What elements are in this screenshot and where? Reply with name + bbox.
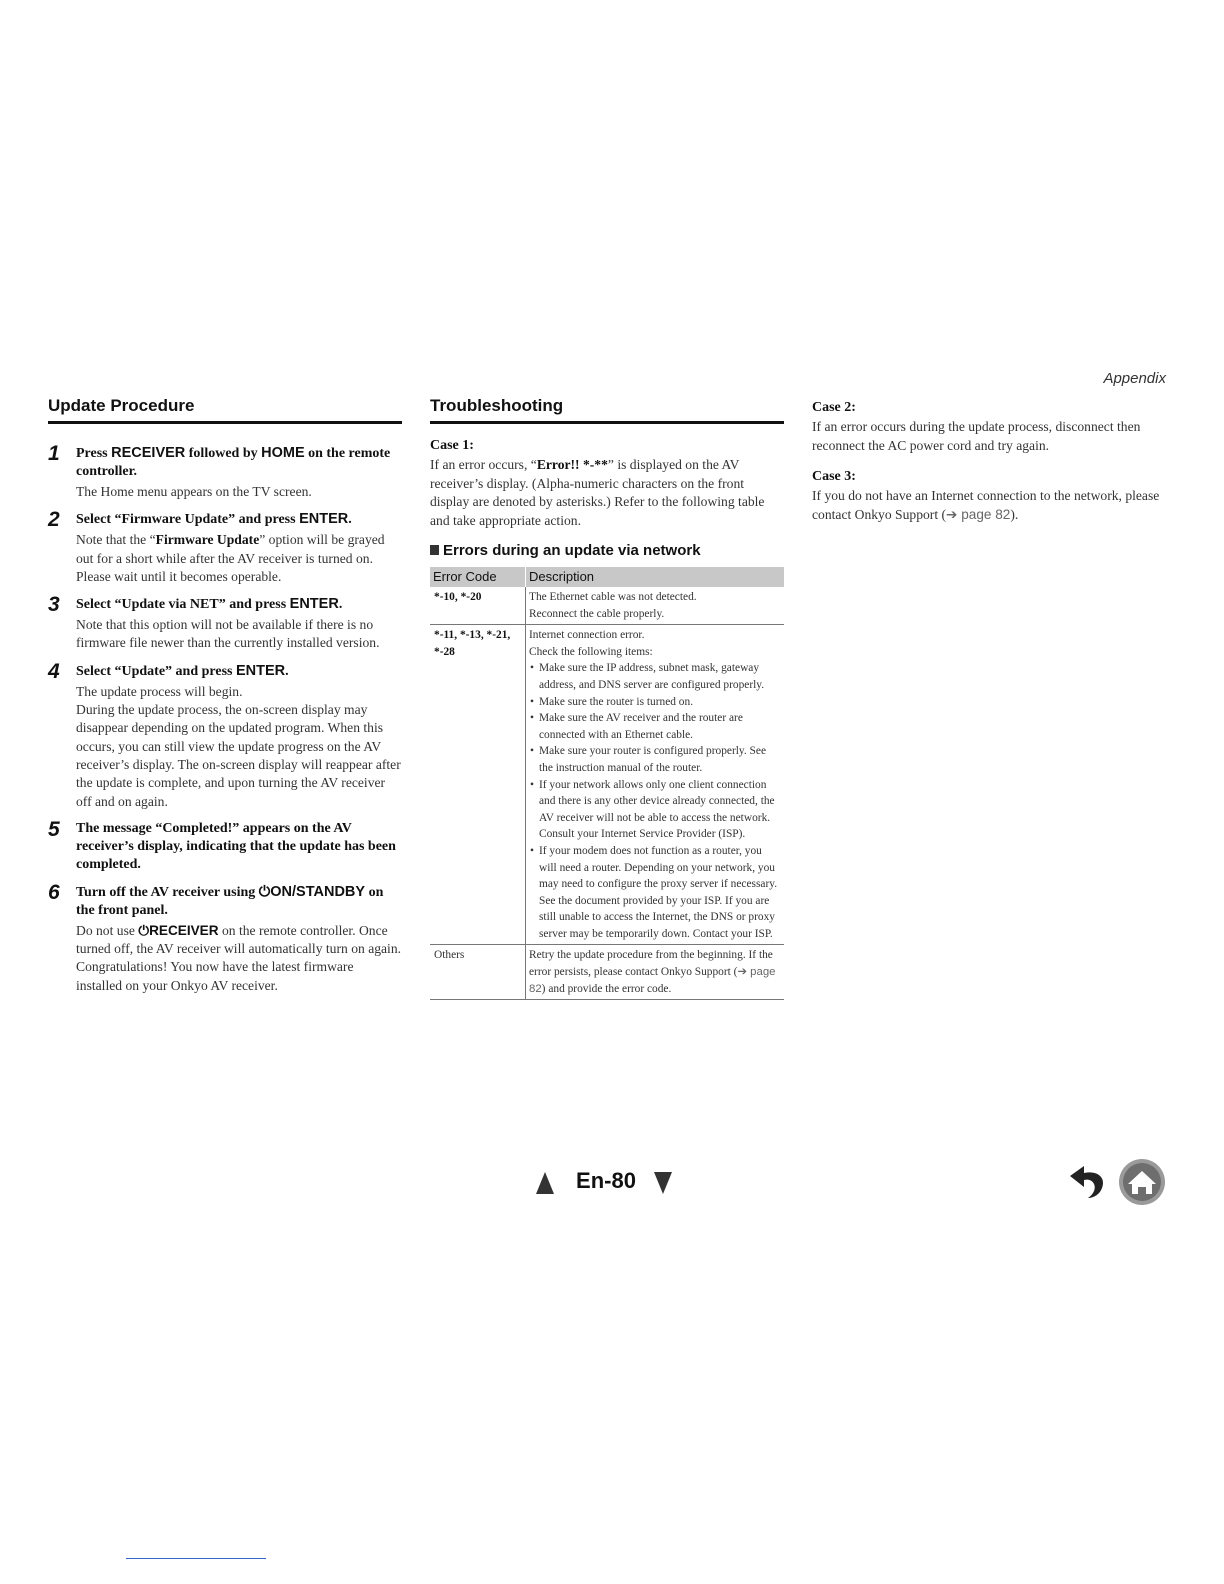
step-4	[48, 659, 402, 811]
case-2-heading: Case 2:	[812, 400, 856, 415]
description-cell: Retry the update procedure from the beginning. If the error persists, please contact Onkyo Support (➔ page 82) and provide the error code.	[526, 945, 785, 1000]
error-code-table	[430, 567, 784, 1000]
page-navigation	[536, 1166, 676, 1200]
step-3	[48, 595, 402, 653]
square-bullet-icon	[430, 545, 439, 555]
step-number: 5	[48, 817, 60, 841]
table-row	[430, 945, 784, 1000]
column-header: Error Code	[430, 567, 526, 587]
description-cell: Internet connection error. Check the following items: • Make sure the IP address, subnet mask, gateway address, and DNS server are configured properly. • Make sure the router is turned on. • Make sure the AV receiver and the router are connected with an Ethernet cable. • Make sure your router is configured properly. See the instruction manual of the router. • If your network allows only one client connection and there is any other device already connected, the AV receiver will not be able to access the network. Consult your Internet Service Provider (ISP). • If your modem does not function as a router, you will need a router. Depending on your network, you may need to configure the proxy server if necessary. See the document provided by your ISP. If you are still unable to access the Internet, the DNS or proxy server may be temporarily down. Contact your ISP.	[526, 625, 785, 945]
table-header-row	[430, 567, 784, 587]
table-row	[430, 587, 784, 625]
checklist	[529, 660, 781, 942]
update-procedure-column	[48, 396, 402, 1004]
page-82-link[interactable]: ➔ page 82	[529, 966, 776, 995]
step-body: Note that the “Firmware Update” option will be grayed out for a short while after the AV receiver is turned on. Please wait until it becomes operable.	[76, 532, 385, 584]
step-6	[48, 880, 402, 995]
table-row	[430, 625, 784, 945]
step-heading: Select “Firmware Update” and press ENTER.	[76, 511, 352, 528]
section-label: Appendix	[1103, 370, 1166, 387]
nav-icons	[1064, 1156, 1168, 1208]
step-body: The update process will begin. During the update process, the on-screen display may disappear depending on the updated program. When this occurs, you can still view the update progress on the AV receiver’s display. The on-screen display will reappear after the update is complete, and upon turning the AV receiver off and on again.	[76, 683, 401, 809]
divider	[126, 1558, 266, 1559]
next-page-icon[interactable]	[654, 1172, 672, 1194]
list-item: • If your network allows only one client connection and there is any other device already connected, the AV receiver will not be able to access the network. Consult your Internet Service Provider (ISP).	[539, 777, 781, 843]
step-number: 6	[48, 880, 60, 904]
page-number: En-80	[576, 1168, 636, 1193]
case-3-heading: Case 3:	[812, 469, 856, 484]
step-5	[48, 817, 402, 874]
step-number: 2	[48, 508, 60, 532]
case-1-heading: Case 1:	[430, 438, 474, 453]
troubleshooting-column	[430, 396, 784, 1000]
step-number: 1	[48, 442, 60, 465]
list-item: • If your modem does not function as a router, you will need a router. Depending on your network, you may need to configure the proxy server if necessary. See the document provided by your ISP. If you are still unable to access the Internet, the DNS or proxy server may be temporarily down. Contact your ISP.	[539, 843, 781, 943]
step-body: Do not use ⏻RECEIVER on the remote controller. Once turned off, the AV receiver will automatically turn on again. Congratulations! You now have the latest firmware installed on your Onkyo AV receiver.	[76, 922, 402, 993]
cases-column	[812, 396, 1166, 524]
nav-icons-graphic	[1064, 1156, 1168, 1208]
error-code-cell: *-10, *-20	[430, 587, 526, 625]
step-heading: Select “Update via NET” and press ENTER.	[76, 596, 343, 613]
step-body: The Home menu appears on the TV screen.	[76, 484, 312, 499]
column-header: Description	[526, 567, 785, 587]
list-item: • Make sure the IP address, subnet mask, gateway address, and DNS server are configured properly.	[539, 660, 781, 693]
list-item: • Make sure the router is turned on.	[539, 694, 781, 711]
step-heading: The message “Completed!” appears on the AV receiver’s display, indicating that the update has been completed.	[76, 820, 396, 872]
step-number: 3	[48, 593, 60, 617]
step-number: 4	[48, 659, 60, 683]
description-cell: The Ethernet cable was not detected. Reconnect the cable properly.	[526, 587, 785, 625]
step-2	[48, 510, 402, 586]
home-icon[interactable]	[1119, 1159, 1165, 1205]
list-item: • Make sure your router is configured properly. See the instruction manual of the router.	[539, 743, 781, 776]
step-heading: Select “Update” and press ENTER.	[76, 662, 289, 679]
step-body: Note that this option will not be available if there is no firmware file newer than the currently installed version.	[76, 617, 380, 651]
error-code-cell: Others	[430, 945, 526, 1000]
list-item: • Make sure the AV receiver and the router are connected with an Ethernet cable.	[539, 710, 781, 743]
previous-page-icon[interactable]	[536, 1172, 554, 1194]
update-procedure-title: Update Procedure	[48, 396, 402, 424]
step-1	[48, 444, 402, 501]
errors-table-title: Errors during an update via network	[430, 542, 784, 559]
step-heading: Turn off the AV receiver using ⏻ON/STANDBY on the front panel.	[76, 883, 384, 918]
steps-list	[48, 444, 402, 995]
case-2-text: If an error occurs during the update process, disconnect then reconnect the AC power cord and try again.	[812, 419, 1141, 453]
case-1-text: If an error occurs, “Error!! *-**” is displayed on the AV receiver’s display. (Alpha-numeric characters on the front display are denoted by asterisks.) Refer to the following table and take appropriate action.	[430, 457, 765, 528]
step-heading: Press RECEIVER followed by HOME on the remote controller.	[76, 445, 391, 479]
troubleshooting-title: Troubleshooting	[430, 396, 784, 424]
error-code-cell: *-11, *-13, *-21, *-28	[430, 625, 526, 945]
page-82-link[interactable]: ➔ page 82	[946, 506, 1011, 522]
case-3-text: If you do not have an Internet connection to the network, please contact Onkyo Support (➔ page 82).	[812, 488, 1160, 522]
back-arrow-icon[interactable]	[1070, 1166, 1103, 1198]
